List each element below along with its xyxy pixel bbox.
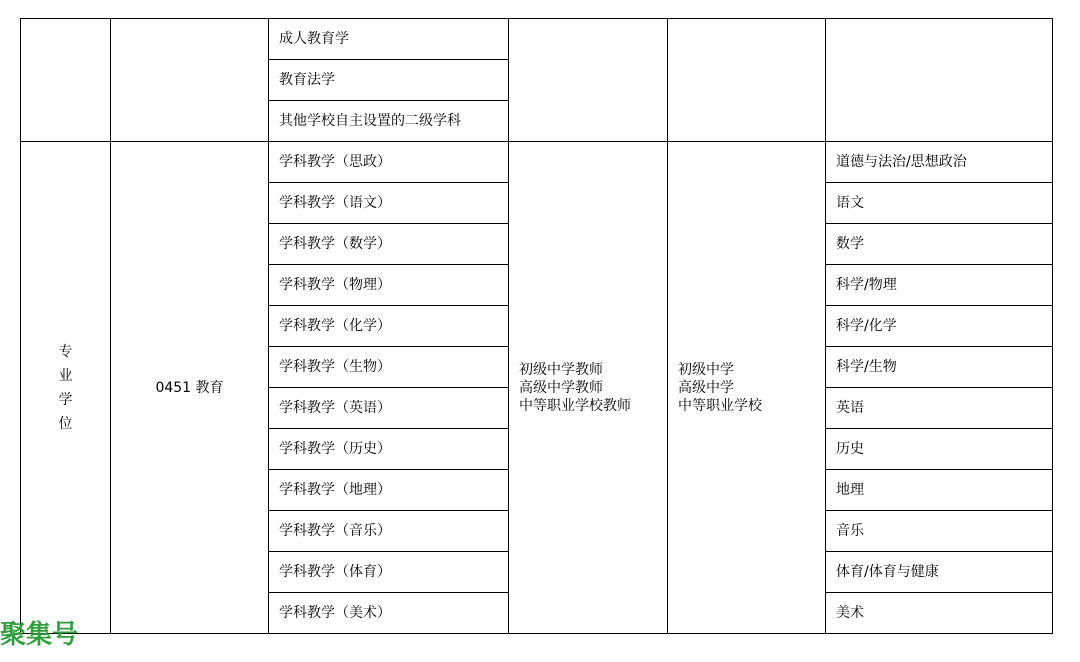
subject-cell: 科学/物理: [826, 265, 1053, 306]
field-cell: 学科教学（语文）: [269, 183, 509, 224]
teacher-qualification-cell: [509, 142, 668, 634]
table-row: [21, 19, 1053, 60]
category-char: 专: [58, 343, 73, 360]
field-cell: 学科教学（思政）: [269, 142, 509, 183]
subject-cell: 美术: [826, 593, 1053, 634]
discipline-cell: 0451 教育: [111, 142, 269, 634]
qualification-table: [20, 18, 1053, 634]
subject-cell: 历史: [826, 429, 1053, 470]
category-char: 业: [58, 367, 73, 384]
field-cell: 学科教学（物理）: [269, 265, 509, 306]
subject-cell: 语文: [826, 183, 1053, 224]
field-cell: 学科教学（英语）: [269, 388, 509, 429]
degree-category-cell: [21, 142, 111, 634]
empty-cell: [509, 19, 668, 142]
empty-cell: [668, 19, 826, 142]
field-cell: 学科教学（音乐）: [269, 511, 509, 552]
field-cell: 学科教学（历史）: [269, 429, 509, 470]
subject-cell: 科学/化学: [826, 306, 1053, 347]
watermark-logo: 聚集号: [0, 620, 79, 650]
category-char: 位: [58, 415, 73, 432]
field-cell: 其他学校自主设置的二级学科: [269, 101, 509, 142]
empty-cell: [111, 19, 269, 142]
field-cell: 成人教育学: [269, 19, 509, 60]
school-level-line: 高级中学: [678, 379, 734, 396]
table-row: [21, 142, 1053, 183]
subject-cell: 数学: [826, 224, 1053, 265]
school-level-line: 初级中学: [678, 361, 734, 378]
subject-cell: 音乐: [826, 511, 1053, 552]
school-level-line: 中等职业学校: [678, 397, 762, 414]
qualification-line: 高级中学教师: [519, 379, 603, 396]
field-cell: 学科教学（美术）: [269, 593, 509, 634]
empty-cell: [826, 19, 1053, 142]
field-cell: 学科教学（数学）: [269, 224, 509, 265]
school-level-cell: [668, 142, 826, 634]
field-cell: 学科教学（地理）: [269, 470, 509, 511]
field-cell: 学科教学（生物）: [269, 347, 509, 388]
subject-cell: 英语: [826, 388, 1053, 429]
subject-cell: 地理: [826, 470, 1053, 511]
field-cell: 教育法学: [269, 60, 509, 101]
subject-cell: 科学/生物: [826, 347, 1053, 388]
empty-cell: [21, 19, 111, 142]
subject-cell: 体育/体育与健康: [826, 552, 1053, 593]
field-cell: 学科教学（体育）: [269, 552, 509, 593]
category-char: 学: [58, 391, 73, 408]
qualification-line: 中等职业学校教师: [519, 397, 631, 414]
qualification-line: 初级中学教师: [519, 361, 603, 378]
field-cell: 学科教学（化学）: [269, 306, 509, 347]
subject-cell: 道德与法治/思想政治: [826, 142, 1053, 183]
